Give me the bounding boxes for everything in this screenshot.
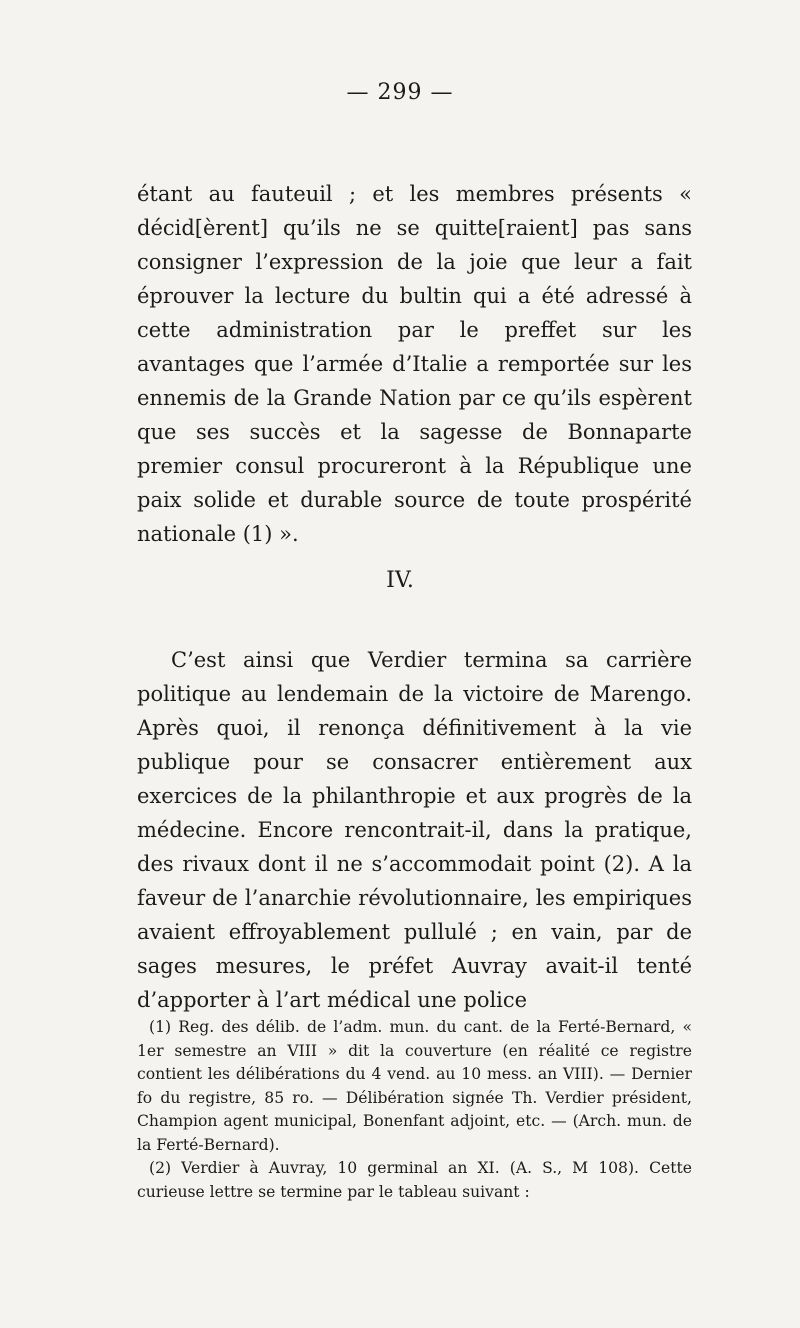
footnote-1: (1) Reg. des délib. de l’adm. mun. du cant. de la Ferté-Bernard, « 1er semestre an VIII » dit la couverture (en réalité ce registre contient les délibérations du 4 vend. au 10 mess. an VIII). — Dernier fo du registre, 85 ro. — Délibération signée Th. Verdier président, Champion agent municipal, Bonenfant adjoint, etc. — (Arch. mun. de la Ferté-Bernard). <box>137 1018 692 1154</box>
page-number: — 299 — <box>346 80 454 105</box>
footnote-2: (2) Verdier à Auvray, 10 germinal an XI. (A. S., M 108). Cette curieuse lettre se termine par le tableau suivant : <box>137 1159 692 1201</box>
section-heading: IV. <box>386 568 414 593</box>
paragraph-2: C’est ainsi que Verdier termina sa carrière politique au lendemain de la victoire de Marengo. Après quoi, il renonça définitivement à la vie publique pour se consacrer entièrement aux exercices de la philanthropie et aux progrès de la médecine. Encore rencontrait-il, dans la pratique, des rivaux dont il ne s’accommodait point (2). A la faveur de l’anarchie révolutionnaire, les empiriques avaient effroyablement pullulé ; en vain, par de sages mesures, le préfet Auvray avait-il tenté d’apporter à l’art médical une police <box>137 648 692 1012</box>
paragraph-1: étant au fauteuil ; et les membres présents « décid[èrent] qu’ils ne se quitte[raient] pas sans consigner l’expression de la joie que leur a fait éprouver la lecture du bultin qui a été adressé à cette administration par le preffet sur les avantages que l’armée d’Italie a remportée sur les ennemis de la Grande Nation par ce qu’ils espèrent que ses succès et la sagesse de Bonnaparte premier consul procureront à la République une paix solide et durable source de toute prospérité nationale (1) ». <box>137 182 692 546</box>
footnotes <box>137 1016 692 1204</box>
